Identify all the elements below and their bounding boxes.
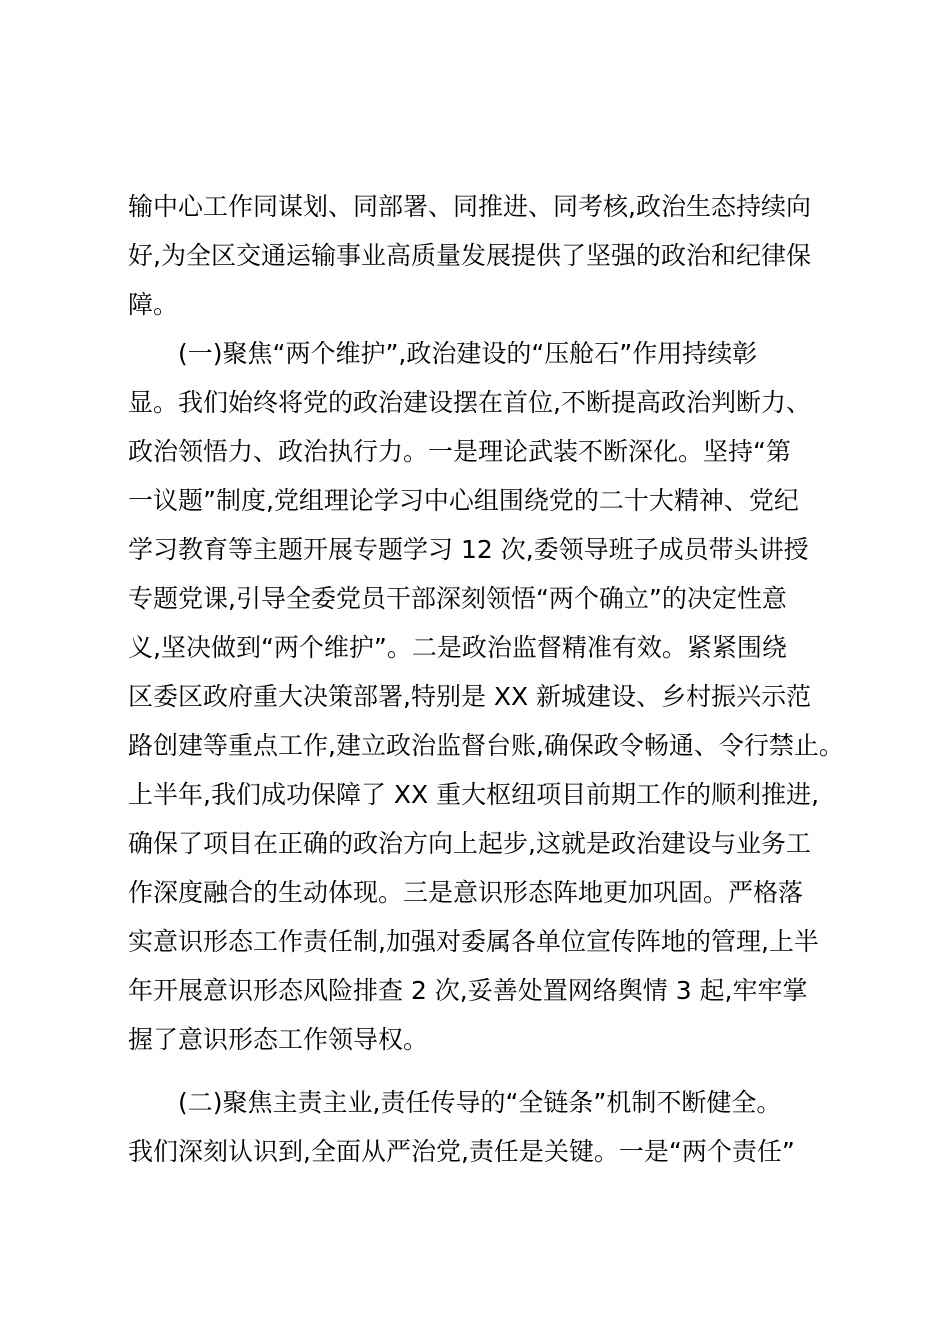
- text-line: 显。我们始终将党的政治建设摆在首位,不断提高政治判断力、: [128, 388, 811, 417]
- text-line: 握了意识形态工作领导权。: [128, 1025, 429, 1054]
- paragraph-heading-line: (一)聚焦“两个维护”,政治建设的“压舱石”作用持续彰: [178, 339, 758, 368]
- text-line: 我们深刻认识到,全面从严治党,责任是关键。一是“两个责任”: [128, 1137, 795, 1166]
- text-line: 好,为全区交通运输事业高质量发展提供了坚强的政治和纪律保: [128, 241, 811, 270]
- paragraph-heading-line: (二)聚焦主责主业,责任传导的“全链条”机制不断健全。: [178, 1088, 782, 1117]
- text-line: 年开展意识形态风险排查 2 次,妥善处置网络舆情 3 起,牢牢掌: [128, 976, 808, 1005]
- text-line: 作深度融合的生动体现。三是意识形态阵地更加巩固。严格落: [128, 878, 804, 907]
- text-line: 学习教育等主题开展专题学习 12 次,委领导班子成员带头讲授: [128, 535, 809, 564]
- text-line: 一议题”制度,党组理论学习中心组围绕党的二十大精神、党纪: [128, 486, 799, 515]
- text-line: 障。: [128, 290, 179, 319]
- text-line: 输中心工作同谋划、同部署、同推进、同考核,政治生态持续向: [128, 192, 811, 221]
- text-line: 实意识形态工作责任制,加强对委属各单位宣传阵地的管理,上半: [128, 927, 819, 956]
- text-line: 上半年,我们成功保障了 XX 重大枢纽项目前期工作的顺利推进,: [128, 780, 820, 809]
- text-line: 政治领悟力、政治执行力。一是理论武装不断深化。坚持“第: [128, 437, 791, 466]
- text-line: 路创建等重点工作,建立政治监督台账,确保政令畅通、令行禁止。: [128, 731, 844, 760]
- text-line: 区委区政府重大决策部署,特别是 XX 新城建设、乡村振兴示范: [128, 682, 812, 711]
- text-line: 义,坚决做到“两个维护”。二是政治监督精准有效。紧紧围绕: [128, 633, 787, 662]
- text-line: 专题党课,引导全委党员干部深刻领悟“两个确立”的决定性意: [128, 584, 787, 613]
- text-line: 确保了项目在正确的政治方向上起步,这就是政治建设与业务工: [128, 829, 811, 858]
